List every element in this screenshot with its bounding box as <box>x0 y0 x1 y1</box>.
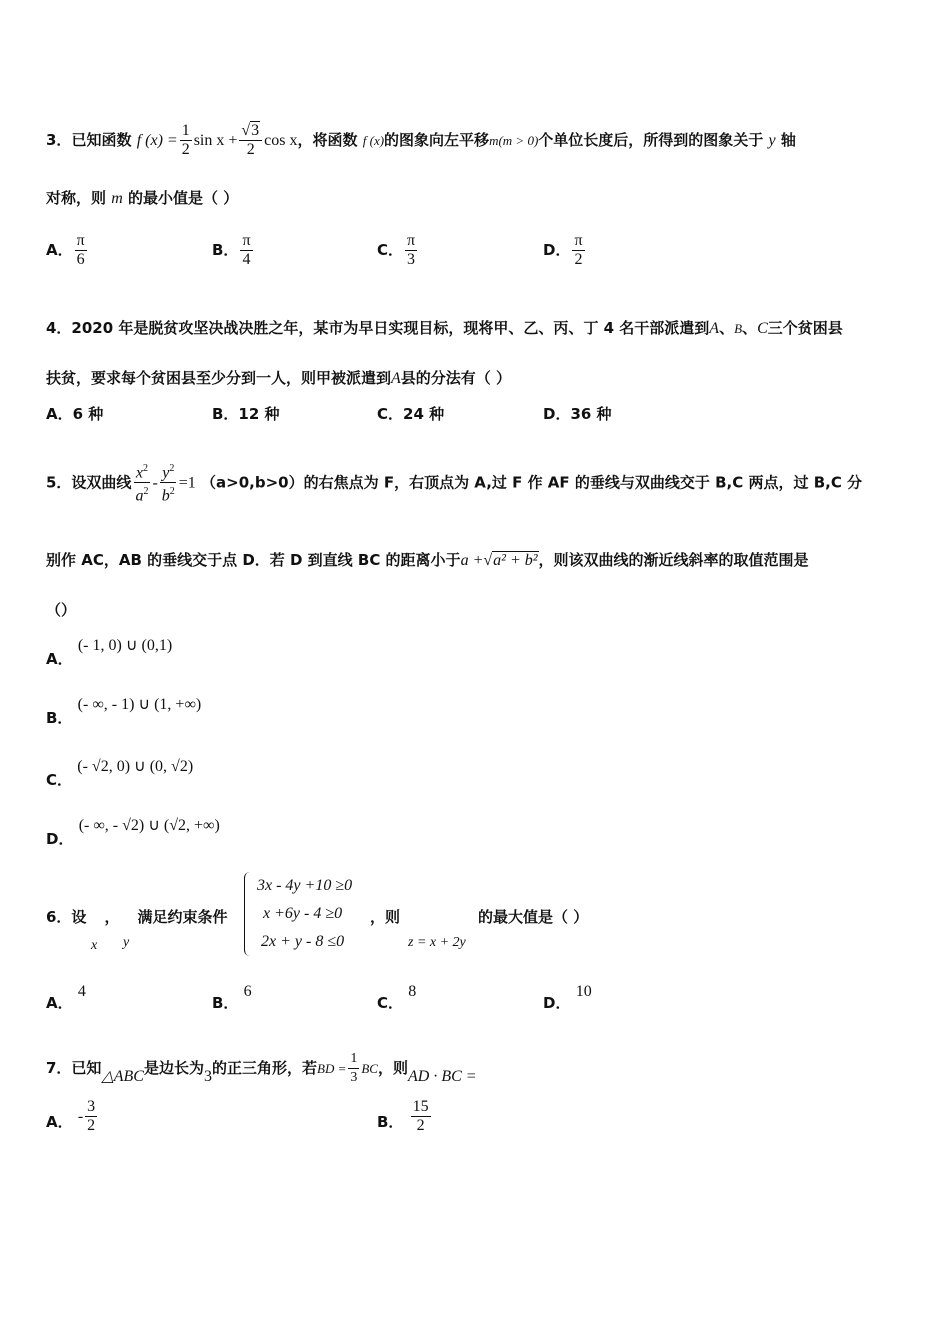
q6-text3: 的最大值是（ ） <box>478 908 589 926</box>
q5-line3: （） <box>46 601 77 619</box>
q3-cosx: cos x <box>264 132 298 149</box>
q6-constraint-1: 3x - 4y +10 ≥0 <box>257 877 353 894</box>
q4-option-b[interactable]: B．12 种 <box>212 405 280 423</box>
q4-A: A <box>709 320 720 337</box>
q3-option-a[interactable]: A． $\frac{\pi}{6}$ <box>46 232 85 268</box>
q7-triangle: △ABC <box>101 1068 144 1085</box>
q4-line1b: 三个贫困县 <box>767 319 843 337</box>
q3-option-b[interactable]: B． $\frac{\pi}{4}$ <box>212 232 251 268</box>
q4-line2: 扶贫，要求每个贫困县至少分到一人，则甲被派遣到A县的分法有（ ） <box>46 369 512 387</box>
q6-constraint-3: 2x + y - 8 ≤0 <box>261 933 345 950</box>
q3-text3: 的图象向左平移 <box>384 131 490 149</box>
q3-frac-half: $\frac{1}{2}$ <box>181 122 190 158</box>
q3-line2a: 对称，则 <box>46 189 107 207</box>
q3-text2: ，将函数 <box>297 131 358 149</box>
q3-y: y <box>768 132 776 149</box>
q6-constraint-2: x +6y - 4 ≥0 <box>263 905 343 922</box>
q7-frac: $\frac{1}{3}$ <box>350 1051 358 1085</box>
q3-mcond: m(m > 0) <box>489 133 539 148</box>
q3-text4: 个单位长度后，所得到的图象关于 <box>538 131 764 149</box>
q7-number: 7．已知 <box>46 1059 102 1077</box>
q3-fx: f (x) = <box>136 132 178 149</box>
q6-constraint-system <box>244 872 352 956</box>
q3-line2 <box>46 188 238 209</box>
q5-option-c[interactable]: C． (- √2, 0) ∪ (0, √2) <box>46 758 194 789</box>
q5-line2: 别作 AC，AB 的垂线交于点 D．若 D 到直线 BC 的距离小于a +√a² + b²，则该双曲线的渐近线斜率的取值范围是 <box>46 551 809 569</box>
q6-option-d[interactable]: D． 10 <box>543 983 592 1012</box>
q4-option-c[interactable]: C．24 种 <box>377 405 445 423</box>
q3-text1: 已知函数 <box>71 131 132 149</box>
q7-line1: 7．已知△ABC是边长为3的正三角形，若BD = $\frac{1}{3}$ BC，则AD · BC = <box>46 1051 477 1085</box>
q3-option-c[interactable]: C． $\frac{\pi}{3}$ <box>377 232 416 268</box>
q6-then: ，则 <box>370 908 401 926</box>
q3-sinx: sin x + <box>193 132 238 149</box>
q5-option-b[interactable]: B． (- ∞, - 1) ∪ (1, +∞) <box>46 696 202 727</box>
q4-line1: 4．2020 年是脱贫攻坚决战决胜之年，某市为早日实现目标，现将甲、乙、丙、丁 4 名干部派遣到A、B、C三个贫困县 <box>46 319 843 337</box>
q7-bd: BD = <box>317 1061 347 1076</box>
q3-line1 <box>46 122 796 159</box>
q5-number: 5．设双曲线 <box>46 473 132 492</box>
q6-x: x <box>91 938 98 953</box>
q5-frac-y: $\frac{y^2}{b^2}$ <box>160 460 177 506</box>
q5-frac-x: $\frac{x^2}{a^2}$ <box>133 460 150 506</box>
q3-frac-sqrt3: $\frac{√3}{2}$ <box>239 122 262 159</box>
q5-cond: （a>0,b>0）的右焦点为 F，右顶点为 A,过 F 作 AF 的垂线与双曲线交于 B,C 两点，过 B,C 分 <box>201 473 863 492</box>
q4-option-a[interactable]: A．6 种 <box>46 405 104 423</box>
q6-y: y <box>123 935 130 950</box>
q3-number: 3． <box>46 131 72 149</box>
q6-option-c[interactable]: C． 8 <box>377 983 417 1012</box>
q3-line2b: 的最小值是（ ） <box>128 189 239 207</box>
q5-line1: 5．设双曲线 $\frac{x^2}{a^2}$ - $\frac{y^2}{b^2}$ =1 （a>0,b>0）的右焦点为 F，右顶点为 A,过 F 作 AF 的垂线与双曲线交于 B,C 两点，过 B,C 分 <box>46 460 862 506</box>
q7-bc: BC <box>361 1061 378 1076</box>
q4-line1-text: 4．2020 年是脱贫攻坚决战决胜之年，某市为早日实现目标，现将甲、乙、丙、丁 4 名干部派遣到 <box>46 319 710 337</box>
q4-option-d[interactable]: D．36 种 <box>543 405 612 423</box>
q6-z: z = x + 2y <box>408 935 466 950</box>
q7-dot-product: AD · BC = <box>408 1068 477 1085</box>
q6-text1: 满足约束条件 <box>137 908 228 926</box>
q6-number: 6．设 <box>46 908 87 926</box>
q7-option-a[interactable]: A． - $\frac{3}{2}$ <box>46 1098 96 1134</box>
q5-option-d[interactable]: D． (- ∞, - √2) ∪ (√2, +∞) <box>46 817 220 848</box>
q6-option-b[interactable]: B． 6 <box>212 983 252 1012</box>
q3-mvar: m <box>111 190 123 207</box>
q6-line1: 6．设 ， 满足约束条件 <box>46 908 228 926</box>
q3-option-d[interactable]: D． $\frac{\pi}{2}$ <box>543 232 583 268</box>
q3-fx2: f (x) <box>362 133 385 148</box>
q7-option-b[interactable]: B． $\frac{15}{2}$ <box>377 1098 429 1134</box>
q6-option-a[interactable]: A． 4 <box>46 983 86 1012</box>
q4-B: B <box>734 321 743 336</box>
q5-option-a[interactable]: A． (- 1, 0) ∪ (0,1) <box>46 637 173 668</box>
q4-C: C <box>757 320 768 337</box>
q3-text5: 轴 <box>780 131 796 149</box>
